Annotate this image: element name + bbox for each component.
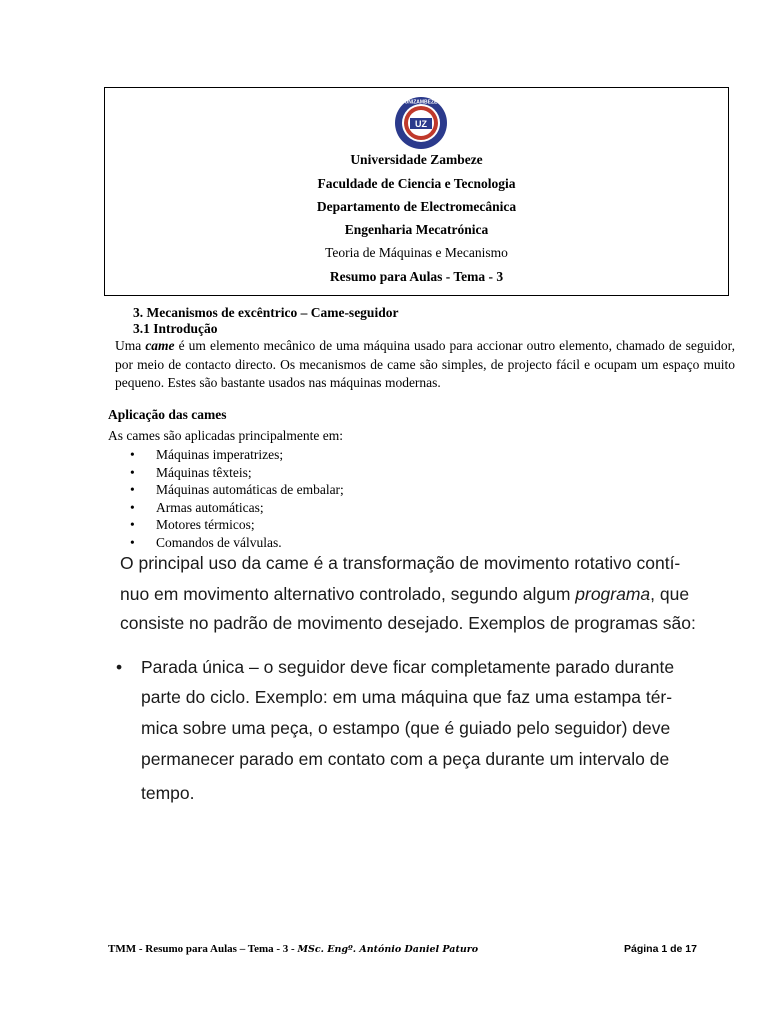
excerpt-line: tempo. (141, 783, 195, 803)
applications-list (130, 446, 344, 551)
excerpt-line: mica sobre uma peça, o estampo (que é guiado pelo seguidor) deve (141, 718, 671, 738)
excerpt-line-text: , que (650, 584, 690, 604)
list-item: • Máquinas automáticas de embalar; (130, 481, 344, 499)
university-logo (394, 96, 448, 150)
excerpt-emphasis: programa (575, 584, 651, 604)
header-box (104, 87, 729, 296)
intro-paragraph (115, 337, 735, 393)
page-number: Página 1 de 17 (624, 943, 697, 955)
excerpt-line: Parada única – o seguidor deve ficar completamente parado durante (141, 657, 675, 677)
excerpt-line (120, 584, 689, 605)
intro-term: came (145, 338, 175, 353)
excerpt-line: O principal uso da came é a transformação de movimento rotativo contí- (120, 553, 681, 573)
applications-title: Aplicação das cames (108, 407, 227, 422)
university-name: Universidade Zambeze (350, 152, 483, 167)
excerpt-bullet: • (116, 657, 123, 677)
list-item: • Comandos de válvulas. (130, 534, 344, 552)
excerpt-line: permanecer parado em contato com a peça durante um intervalo de (141, 749, 670, 769)
intro-prefix: Uma (115, 338, 146, 353)
intro-rest: é um elemento mecânico de uma máquina usado para accionar outro elemento, chamado de seguidor, por meio de contacto directo. Os mecanismos de came são simples, de projecto fácil e ocupam um espaço muito pequeno. Estes são bastante usados nas máquinas modernas. (115, 338, 735, 390)
faculty-name: Faculdade de Ciencia e Tecnologia (317, 176, 516, 191)
logo-mark: UZ (415, 119, 427, 129)
subject-name: Teoria de Máquinas e Mecanismo (325, 245, 508, 260)
list-item: • Motores térmicos; (130, 516, 344, 534)
footer-left (108, 943, 478, 955)
department-name: Departamento de Electromecânica (316, 199, 517, 214)
excerpt-line-text: nuo em movimento alternativo controlado, segundo algum (120, 584, 576, 604)
list-item: • Máquinas têxteis; (130, 464, 344, 482)
footer-signature: MSc. Engº. António Daniel Paturo (297, 944, 479, 955)
excerpt-line: consiste no padrão de movimento desejado. Exemplos de programas são: (120, 613, 696, 633)
applications-intro: As cames são aplicadas principalmente em: (108, 428, 344, 443)
section-subtitle: 3.1 Introdução (133, 321, 218, 336)
course-name: Engenharia Mecatrónica (344, 222, 489, 237)
list-item: • Armas automáticas; (130, 499, 344, 517)
logo-text: UNIZAMBEZE (404, 99, 438, 106)
footer-text: TMM - Resumo para Aulas – Tema - 3 - (108, 943, 298, 955)
excerpt-line: parte do ciclo. Exemplo: em uma máquina que faz uma estampa tér- (141, 687, 673, 707)
summary-title: Resumo para Aulas - Tema - 3 (329, 269, 504, 284)
section-title: 3. Mecanismos de excêntrico – Came-seguidor (133, 305, 399, 320)
list-item: • Máquinas imperatrizes; (130, 446, 344, 464)
